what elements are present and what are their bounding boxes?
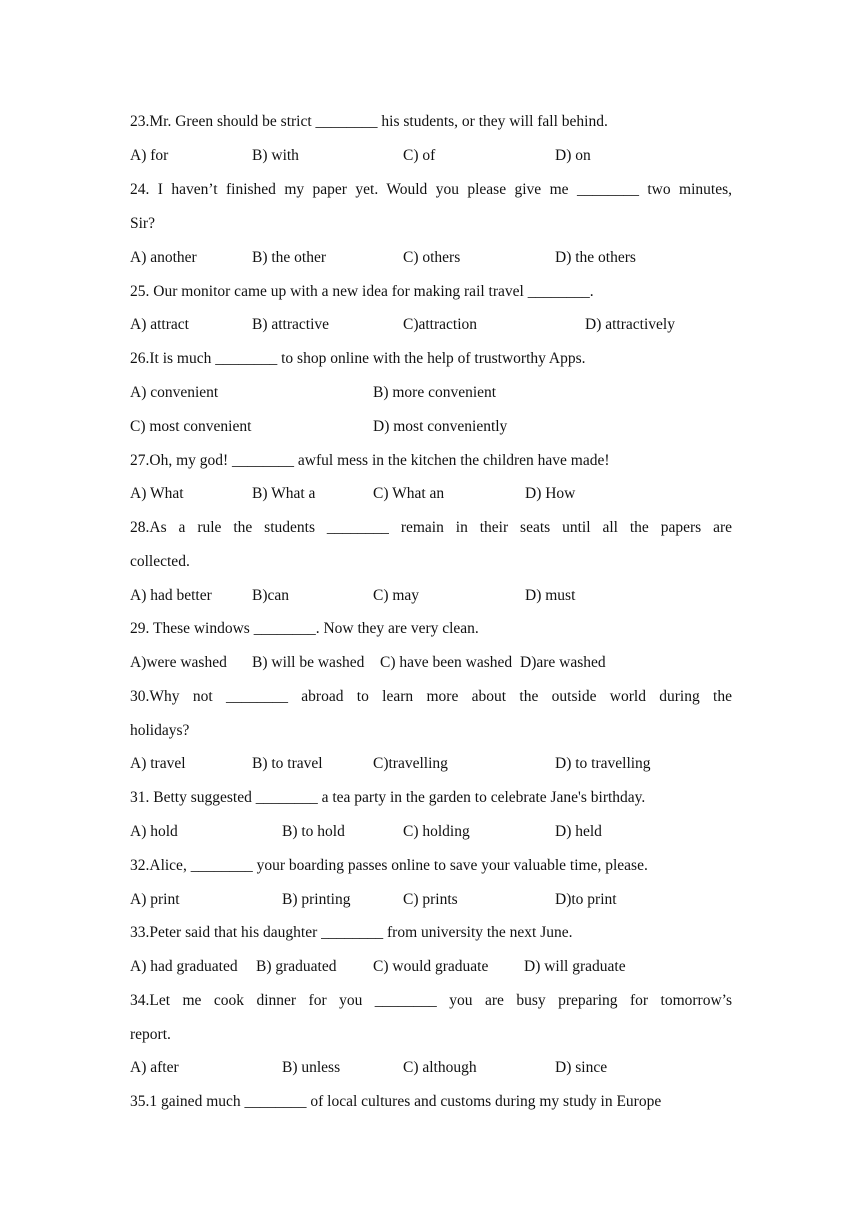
option-a: A) travel [130,755,186,772]
option-c: C) of [403,147,436,164]
question-23-options [130,139,732,173]
option-c: C) prints [403,891,458,908]
option-d: D)are washed [520,654,606,671]
option-b: B) to travel [252,755,323,772]
question-35-stem: 35.1 gained much ________ of local cultures and customs during my study in Europe [130,1093,662,1110]
option-c: C) holding [403,823,470,840]
option-c: C) What an [373,485,445,502]
option-b: B) graduated [256,958,337,975]
option-a: A) had graduated [130,958,238,975]
option-d: D) since [555,1059,608,1076]
question-25-options [130,308,732,342]
option-c: C) would graduate [373,958,489,975]
option-a: A) attract [130,316,189,333]
option-c: C) others [403,249,461,266]
option-a: A) What [130,485,184,502]
option-b: B) unless [282,1059,341,1076]
question-24-stem-continued: Sir? [130,215,155,232]
option-c: C) may [373,587,420,604]
question-32-stem: 32.Alice, ________ your boarding passes online to save your valuable time, please. [130,857,648,874]
option-c: C) although [403,1059,477,1076]
question-27-options [130,477,732,511]
question-25-stem: 25. Our monitor came up with a new idea for making rail travel ________. [130,283,594,300]
question-31-stem: 31. Betty suggested ________ a tea party in the garden to celebrate Jane's birthday. [130,789,646,806]
question-34-options [130,1051,732,1085]
question-23-stem: 23.Mr. Green should be strict ________ his students, or they will fall behind. [130,113,608,130]
question-32-options [130,883,732,917]
option-c: C) most convenient [130,418,252,435]
question-28-options [130,579,732,613]
option-d: D) on [555,147,591,164]
option-d: D) the others [555,249,636,266]
option-d: D) attractively [585,316,675,333]
option-a: A) print [130,891,180,908]
question-28-stem: 28.As a rule the students ________ remain in their seats until all the papers are [130,519,732,536]
option-d: D) most conveniently [373,418,508,435]
question-26-options-row-1 [130,376,732,410]
option-a: A) hold [130,823,178,840]
option-a: A) convenient [130,384,219,401]
option-b: B) with [252,147,299,164]
question-29-stem: 29. These windows ________. Now they are very clean. [130,620,479,637]
question-24-stem: 24. I haven’t finished my paper yet. Would you please give me ________ two minutes, [130,181,732,198]
question-34-stem: 34.Let me cook dinner for you ________ you are busy preparing for tomorrow’s [130,992,732,1009]
option-b: B) attractive [252,316,330,333]
option-d: D)to print [555,891,617,908]
question-31-options [130,815,732,849]
question-33-stem: 33.Peter said that his daughter ________ from university the next June. [130,924,573,941]
question-24-options [130,241,732,275]
question-30-options [130,747,732,781]
option-c: C) have been washed [380,654,513,671]
option-d: D) How [525,485,576,502]
question-30-stem: 30.Why not ________ abroad to learn more about the outside world during the [130,688,732,705]
option-a: A) after [130,1059,179,1076]
option-d: D) will graduate [524,958,626,975]
question-33-options [130,950,732,984]
option-b: B) to hold [282,823,345,840]
question-26-options-row-2 [130,410,732,444]
option-d: D) held [555,823,602,840]
option-d: D) must [525,587,576,604]
option-a: A) another [130,249,197,266]
question-30-stem-continued: holidays? [130,722,190,739]
question-27-stem: 27.Oh, my god! ________ awful mess in the kitchen the children have made! [130,452,610,469]
option-b: B) printing [282,891,351,908]
question-26-stem: 26.It is much ________ to shop online with the help of trustworthy Apps. [130,350,586,367]
question-34-stem-continued: report. [130,1026,171,1043]
option-b: B) What a [252,485,316,502]
option-b: B)can [252,587,290,604]
option-c: C)travelling [373,755,448,772]
option-a: A) had better [130,587,212,604]
option-c: C)attraction [403,316,478,333]
option-b: B) will be washed [252,654,365,671]
question-29-options [130,646,732,680]
option-a: A)were washed [130,654,227,671]
option-a: A) for [130,147,169,164]
option-b: B) the other [252,249,327,266]
option-b: B) more convenient [373,384,497,401]
option-d: D) to travelling [555,755,651,772]
question-28-stem-continued: collected. [130,553,190,570]
